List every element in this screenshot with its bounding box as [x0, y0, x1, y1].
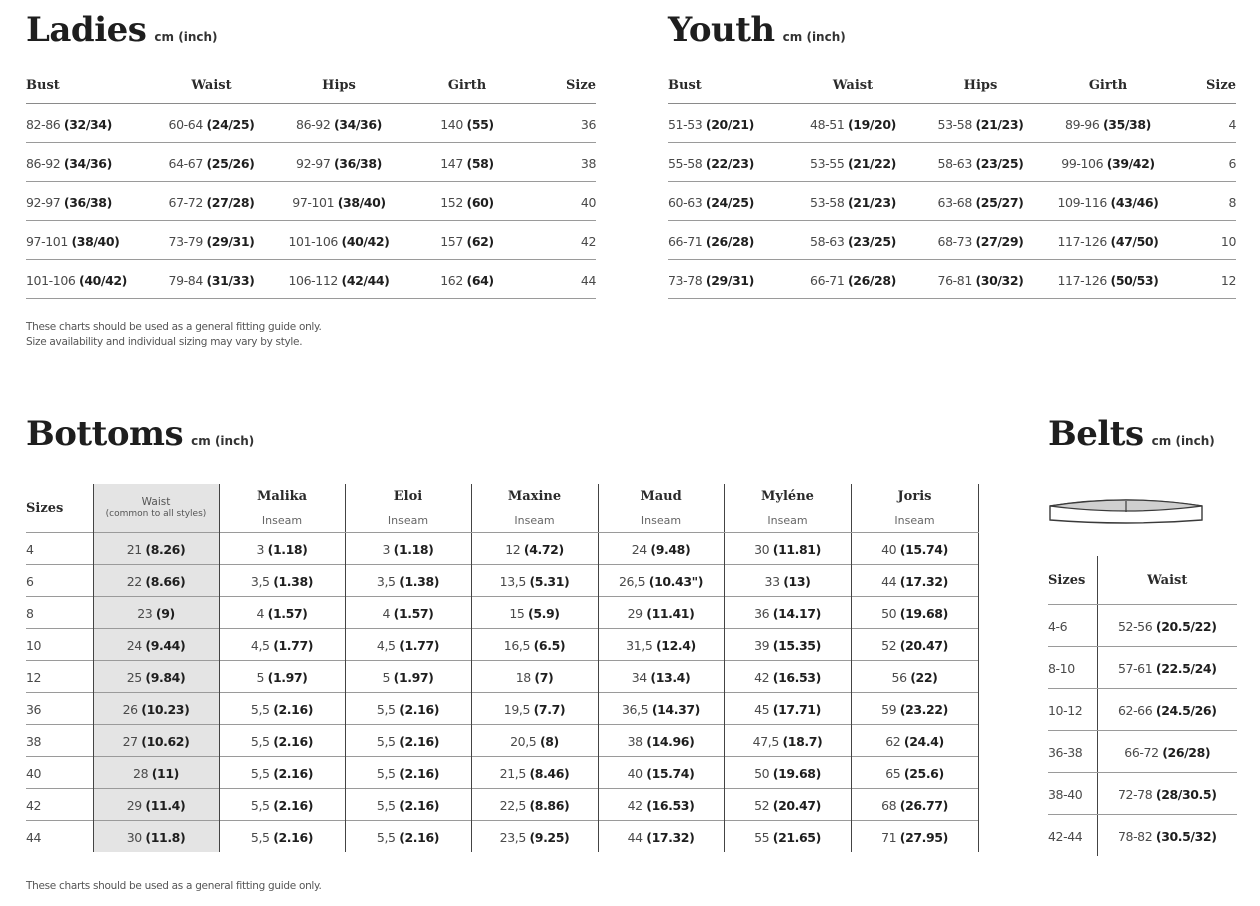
- sizes-header: Sizes: [26, 500, 64, 516]
- style-header-mylene: Myléne: [724, 484, 851, 508]
- size-cell: 8: [26, 597, 93, 629]
- inseam-cell: 50 (19.68): [724, 757, 851, 789]
- inseam-cell: 44 (17.32): [598, 821, 724, 853]
- inseam-cell: 56 (22): [851, 661, 978, 693]
- size-cell: 42: [26, 789, 93, 821]
- ladies-cell: 101-106 (40/42): [26, 260, 148, 299]
- inseam-cell: 5,5 (2.16): [219, 789, 345, 821]
- inseam-cell: 40 (15.74): [851, 533, 978, 565]
- size-cell: 12: [26, 661, 93, 693]
- fitting-guide-note: These charts should be used as a general fitting guide only. Size availability and individual sizing may vary by style.: [26, 321, 322, 348]
- size-cell: 36: [26, 693, 93, 725]
- ladies-cell: 42: [531, 221, 596, 260]
- ladies-header-size: Size: [531, 67, 596, 104]
- table-row: [26, 661, 978, 693]
- table-row: [26, 221, 596, 260]
- bottoms-size-table: [26, 484, 979, 852]
- youth-cell: 73-78 (29/31): [668, 260, 788, 299]
- inseam-cell: 39 (15.35): [724, 629, 851, 661]
- table-row: [668, 260, 1236, 299]
- youth-cell: 12: [1173, 260, 1236, 299]
- youth-cell: 117-126 (50/53): [1043, 260, 1173, 299]
- inseam-cell: 4,5 (1.77): [219, 629, 345, 661]
- ladies-cell: 44: [531, 260, 596, 299]
- inseam-cell: 36 (14.17): [724, 597, 851, 629]
- ladies-cell: 162 (64): [403, 260, 531, 299]
- belt-waist-cell: 52-56 (20.5/22): [1097, 605, 1237, 647]
- youth-cell: 8: [1173, 182, 1236, 221]
- inseam-cell: 52 (20.47): [724, 789, 851, 821]
- belts-title: Belts cm (inch): [1048, 414, 1215, 454]
- inseam-cell: 4,5 (1.77): [345, 629, 471, 661]
- youth-header-size: Size: [1173, 67, 1236, 104]
- inseam-cell: 52 (20.47): [851, 629, 978, 661]
- inseam-cell: 5,5 (2.16): [219, 693, 345, 725]
- waist-cell: 26 (10.23): [93, 693, 219, 725]
- youth-title: Youth cm (inch): [668, 10, 846, 50]
- inseam-cell: 5,5 (2.16): [345, 757, 471, 789]
- ladies-cell: 60-64 (24/25): [148, 104, 275, 143]
- youth-cell: 53-55 (21/22): [788, 143, 918, 182]
- size-cell: 38: [26, 725, 93, 757]
- style-header-maxine: Maxine: [471, 484, 598, 508]
- table-row: [26, 182, 596, 221]
- table-row: [26, 597, 978, 629]
- youth-header-bust: Bust: [668, 67, 788, 104]
- youth-cell: 60-63 (24/25): [668, 182, 788, 221]
- youth-cell: 76-81 (30/32): [918, 260, 1043, 299]
- inseam-cell: 36,5 (14.37): [598, 693, 724, 725]
- waist-cell: 21 (8.26): [93, 533, 219, 565]
- ladies-cell: 40: [531, 182, 596, 221]
- youth-cell: 4: [1173, 104, 1236, 143]
- belt-size-cell: 10-12: [1048, 689, 1097, 731]
- table-row: [26, 757, 978, 789]
- inseam-cell: 22,5 (8.86): [471, 789, 598, 821]
- size-cell: 40: [26, 757, 93, 789]
- youth-size-table: [668, 67, 1236, 299]
- belt-waist-cell: 78-82 (30.5/32): [1117, 829, 1217, 844]
- inseam-label: Inseam: [387, 513, 429, 527]
- inseam-cell: 45 (17.71): [724, 693, 851, 725]
- waist-cell: 23 (9): [93, 597, 219, 629]
- inseam-cell: 3,5 (1.38): [345, 565, 471, 597]
- belt-size-cell: 4-6: [1048, 605, 1097, 647]
- size-cell: 10: [26, 629, 93, 661]
- inseam-cell: 33 (13): [724, 565, 851, 597]
- inseam-cell: 3 (1.18): [219, 533, 345, 565]
- inseam-cell: 13,5 (5.31): [471, 565, 598, 597]
- table-row: [26, 565, 978, 597]
- youth-cell: 55-58 (22/23): [668, 143, 788, 182]
- inseam-cell: 4 (1.57): [345, 597, 471, 629]
- size-cell: 4: [26, 533, 93, 565]
- inseam-cell: 65 (25.6): [851, 757, 978, 789]
- belts-size-table: [1048, 556, 1237, 856]
- inseam-cell: 34 (13.4): [598, 661, 724, 693]
- fitting-guide-note-bottom: These charts should be used as a general fitting guide only.: [26, 880, 322, 892]
- inseam-cell: 19,5 (7.7): [471, 693, 598, 725]
- table-row: [26, 789, 978, 821]
- waist-cell: 27 (10.62): [93, 725, 219, 757]
- youth-cell: 68-73 (27/29): [918, 221, 1043, 260]
- table-row: [26, 629, 978, 661]
- inseam-cell: 5,5 (2.16): [219, 725, 345, 757]
- inseam-cell: 29 (11.41): [598, 597, 724, 629]
- inseam-cell: 5,5 (2.16): [345, 821, 471, 853]
- inseam-cell: 26,5 (10.43"): [598, 565, 724, 597]
- style-header-malika: Malika: [219, 484, 345, 508]
- ladies-header-bust: Bust: [26, 67, 148, 104]
- ladies-cell: 147 (58): [403, 143, 531, 182]
- inseam-cell: 68 (26.77): [851, 789, 978, 821]
- ladies-cell: 36: [531, 104, 596, 143]
- waist-cell: 28 (11): [93, 757, 219, 789]
- table-row: [668, 104, 1236, 143]
- inseam-cell: 3 (1.18): [345, 533, 471, 565]
- inseam-cell: 42 (16.53): [598, 789, 724, 821]
- waist-cell: 29 (11.4): [93, 789, 219, 821]
- inseam-cell: 50 (19.68): [851, 597, 978, 629]
- inseam-label: Inseam: [767, 513, 808, 527]
- inseam-cell: 5 (1.97): [345, 661, 471, 693]
- table-row: [668, 221, 1236, 260]
- youth-header-waist: Waist: [788, 67, 918, 104]
- youth-header-hips: Hips: [918, 67, 1043, 104]
- inseam-cell: 24 (9.48): [598, 533, 724, 565]
- ladies-cell: 86-92 (34/36): [275, 104, 403, 143]
- table-row: [26, 143, 596, 182]
- inseam-cell: 16,5 (6.5): [471, 629, 598, 661]
- style-header-eloi: Eloi: [345, 484, 471, 508]
- inseam-label: Inseam: [894, 513, 935, 527]
- inseam-cell: 30 (11.81): [724, 533, 851, 565]
- ladies-cell: 152 (60): [403, 182, 531, 221]
- inseam-cell: 47,5 (18.7): [724, 725, 851, 757]
- ladies-cell: 82-86 (32/34): [26, 104, 148, 143]
- inseam-cell: 5 (1.97): [219, 661, 345, 693]
- ladies-header-waist: Waist: [148, 67, 275, 104]
- inseam-cell: 20,5 (8): [471, 725, 598, 757]
- inseam-cell: 23,5 (9.25): [471, 821, 598, 853]
- inseam-cell: 55 (21.65): [724, 821, 851, 853]
- inseam-cell: 59 (23.22): [851, 693, 978, 725]
- inseam-cell: 12 (4.72): [471, 533, 598, 565]
- ladies-cell: 97-101 (38/40): [275, 182, 403, 221]
- inseam-cell: 31,5 (12.4): [598, 629, 724, 661]
- youth-cell: 117-126 (47/50): [1043, 221, 1173, 260]
- ladies-cell: 86-92 (34/36): [26, 143, 148, 182]
- youth-cell: 66-71 (26/28): [668, 221, 788, 260]
- ladies-cell: 38: [531, 143, 596, 182]
- youth-cell: 6: [1173, 143, 1236, 182]
- table-row: [1048, 815, 1237, 857]
- waist-header: Waist (common to all styles): [93, 484, 219, 533]
- inseam-label: Inseam: [261, 513, 303, 527]
- waist-cell: 24 (9.44): [93, 629, 219, 661]
- ladies-header-girth: Girth: [403, 67, 531, 104]
- youth-cell: 53-58 (21/23): [788, 182, 918, 221]
- belts-waist-header: Waist: [1097, 556, 1237, 605]
- belt-waist-cell: 57-61 (22.5/24): [1097, 647, 1237, 689]
- inseam-cell: 21,5 (8.46): [471, 757, 598, 789]
- belt-size-cell: 42-44: [1048, 815, 1097, 857]
- inseam-cell: 15 (5.9): [471, 597, 598, 629]
- inseam-cell: 44 (17.32): [851, 565, 978, 597]
- inseam-cell: 62 (24.4): [851, 725, 978, 757]
- inseam-cell: 71 (27.95): [851, 821, 978, 853]
- table-row: [668, 182, 1236, 221]
- table-row: [1048, 647, 1237, 689]
- ladies-title: Ladies cm (inch): [26, 10, 218, 50]
- style-header-maud: Maud: [598, 484, 724, 508]
- inseam-label: Inseam: [640, 513, 682, 527]
- youth-cell: 58-63 (23/25): [918, 143, 1043, 182]
- table-row: [1048, 605, 1237, 647]
- waist-cell: 25 (9.84): [93, 661, 219, 693]
- belts-sizes-header: Sizes: [1048, 556, 1097, 605]
- ladies-cell: 92-97 (36/38): [275, 143, 403, 182]
- bottoms-title: Bottoms cm (inch): [26, 414, 255, 454]
- youth-cell: 53-58 (21/23): [918, 104, 1043, 143]
- size-cell: 44: [26, 821, 93, 853]
- youth-cell: 63-68 (25/27): [918, 182, 1043, 221]
- ladies-size-table: [26, 67, 596, 299]
- waist-cell: 30 (11.8): [93, 821, 219, 853]
- ladies-cell: 64-67 (25/26): [148, 143, 275, 182]
- ladies-cell: 157 (62): [403, 221, 531, 260]
- table-row: [1048, 731, 1237, 773]
- inseam-cell: 18 (7): [471, 661, 598, 693]
- youth-cell: 48-51 (19/20): [788, 104, 918, 143]
- ladies-cell: 79-84 (31/33): [148, 260, 275, 299]
- youth-cell: 66-71 (26/28): [788, 260, 918, 299]
- table-row: [26, 693, 978, 725]
- table-row: [1048, 689, 1237, 731]
- inseam-cell: 5,5 (2.16): [345, 725, 471, 757]
- youth-cell: 51-53 (20/21): [668, 104, 788, 143]
- belt-waist-cell: 66-72 (26/28): [1097, 731, 1237, 773]
- table-row: [1048, 773, 1237, 815]
- size-cell: 6: [26, 565, 93, 597]
- ladies-cell: 106-112 (42/44): [275, 260, 403, 299]
- inseam-cell: 3,5 (1.38): [219, 565, 345, 597]
- inseam-label: Inseam: [514, 513, 555, 527]
- ladies-cell: 92-97 (36/38): [26, 182, 148, 221]
- youth-cell: 10: [1173, 221, 1236, 260]
- inseam-cell: 42 (16.53): [724, 661, 851, 693]
- inseam-cell: 5,5 (2.16): [345, 693, 471, 725]
- youth-cell: 99-106 (39/42): [1043, 143, 1173, 182]
- ladies-cell: 97-101 (38/40): [26, 221, 148, 260]
- belt-size-cell: 38-40: [1048, 773, 1097, 815]
- ladies-cell: 101-106 (40/42): [275, 221, 403, 260]
- table-row: [26, 104, 596, 143]
- belt-icon: [1048, 496, 1204, 530]
- table-row: [26, 533, 978, 565]
- youth-cell: 89-96 (35/38): [1043, 104, 1173, 143]
- inseam-cell: 38 (14.96): [598, 725, 724, 757]
- inseam-cell: 40 (15.74): [598, 757, 724, 789]
- ladies-cell: 67-72 (27/28): [148, 182, 275, 221]
- belt-waist-cell: 62-66 (24.5/26): [1097, 689, 1237, 731]
- table-row: [26, 725, 978, 757]
- belt-waist-cell: 72-78 (28/30.5): [1097, 773, 1237, 815]
- youth-cell: 109-116 (43/46): [1043, 182, 1173, 221]
- inseam-cell: 5,5 (2.16): [345, 789, 471, 821]
- style-header-joris: Joris: [851, 484, 978, 508]
- ladies-header-hips: Hips: [275, 67, 403, 104]
- table-row: [26, 260, 596, 299]
- youth-header-girth: Girth: [1043, 67, 1173, 104]
- inseam-cell: 5,5 (2.16): [219, 821, 345, 853]
- youth-cell: 58-63 (23/25): [788, 221, 918, 260]
- inseam-cell: 4 (1.57): [219, 597, 345, 629]
- table-row: [668, 143, 1236, 182]
- ladies-cell: 73-79 (29/31): [148, 221, 275, 260]
- waist-cell: 22 (8.66): [93, 565, 219, 597]
- ladies-cell: 140 (55): [403, 104, 531, 143]
- belt-size-cell: 8-10: [1048, 647, 1097, 689]
- inseam-cell: 5,5 (2.16): [219, 757, 345, 789]
- belt-size-cell: 36-38: [1048, 731, 1097, 773]
- table-row: [26, 821, 978, 853]
